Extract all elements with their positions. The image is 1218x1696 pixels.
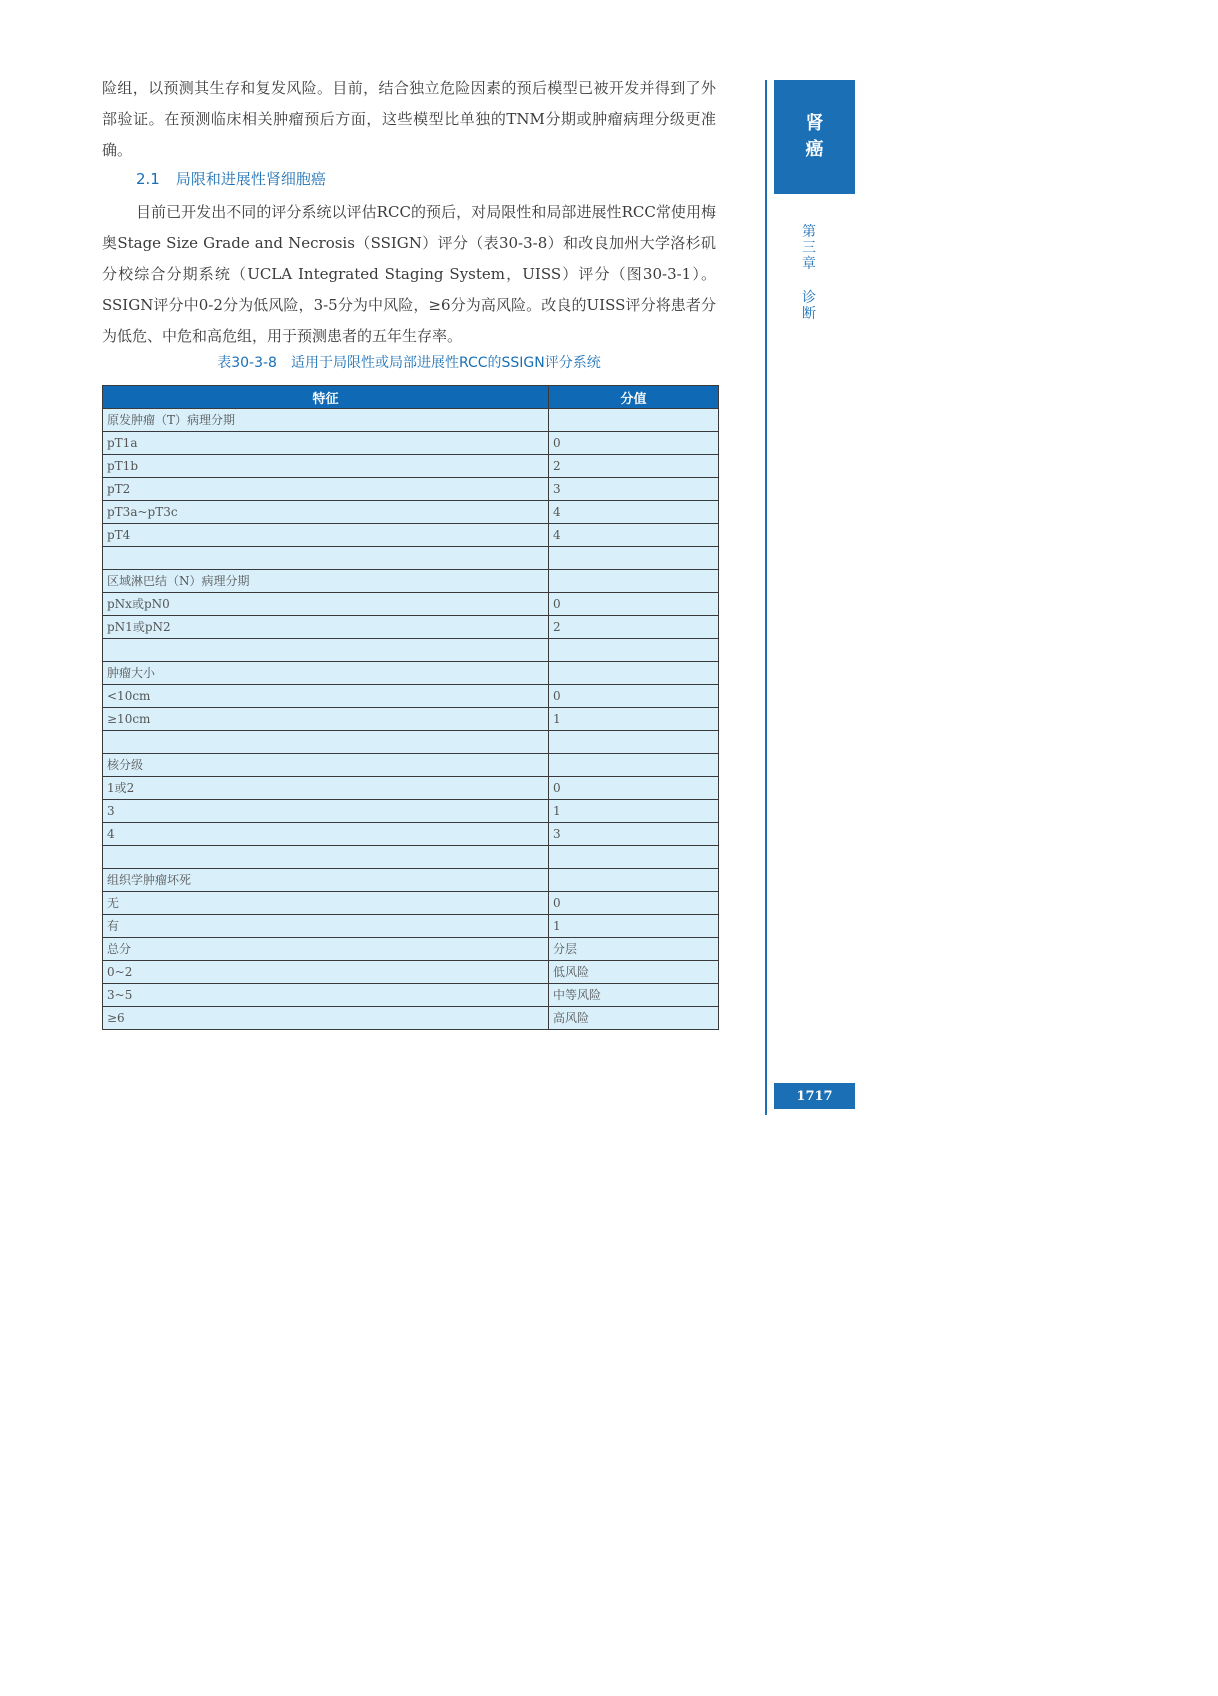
score-cell: 低风险 bbox=[549, 961, 719, 984]
score-cell: 3 bbox=[549, 823, 719, 846]
feature-cell: 无 bbox=[103, 892, 549, 915]
table-row bbox=[103, 800, 719, 823]
table-row bbox=[103, 501, 719, 524]
feature-cell: pT3a~pT3c bbox=[103, 501, 549, 524]
section-char: 诊 bbox=[802, 290, 816, 306]
header-feature: 特征 bbox=[103, 386, 549, 409]
feature-cell: pT2 bbox=[103, 478, 549, 501]
score-cell bbox=[549, 662, 719, 685]
score-cell bbox=[549, 846, 719, 869]
feature-cell bbox=[103, 731, 549, 754]
feature-cell: 1或2 bbox=[103, 777, 549, 800]
score-cell: 中等风险 bbox=[549, 984, 719, 1007]
table-row bbox=[103, 593, 719, 616]
feature-cell: 0~2 bbox=[103, 961, 549, 984]
table-row bbox=[103, 915, 719, 938]
table-caption: 表30-3-8 适用于局限性或局部进展性RCC的SSIGN评分系统 bbox=[217, 355, 601, 371]
table-row bbox=[103, 455, 719, 478]
feature-cell: 4 bbox=[103, 823, 549, 846]
score-cell: 0 bbox=[549, 593, 719, 616]
chapter-char: 第 bbox=[802, 224, 816, 240]
score-cell bbox=[549, 754, 719, 777]
feature-cell: pT4 bbox=[103, 524, 549, 547]
section-heading bbox=[136, 167, 342, 191]
score-cell: 0 bbox=[549, 685, 719, 708]
table-row bbox=[103, 478, 719, 501]
section-char: 断 bbox=[802, 306, 816, 322]
feature-cell bbox=[103, 639, 549, 662]
score-cell: 2 bbox=[549, 455, 719, 478]
feature-cell: ≥10cm bbox=[103, 708, 549, 731]
table-row bbox=[103, 432, 719, 455]
score-cell: 2 bbox=[549, 616, 719, 639]
score-cell: 1 bbox=[549, 915, 719, 938]
header-score: 分值 bbox=[549, 386, 719, 409]
chapter-tab bbox=[774, 80, 855, 194]
score-cell: 4 bbox=[549, 501, 719, 524]
score-cell: 1 bbox=[549, 800, 719, 823]
feature-cell: ≥6 bbox=[103, 1007, 549, 1030]
chapter-char: 三 bbox=[802, 240, 816, 256]
score-cell: 0 bbox=[549, 777, 719, 800]
feature-cell: <10cm bbox=[103, 685, 549, 708]
table-row bbox=[103, 685, 719, 708]
score-cell: 分层 bbox=[549, 938, 719, 961]
score-cell bbox=[549, 570, 719, 593]
ssign-score-table bbox=[102, 385, 719, 1030]
table-row bbox=[103, 570, 719, 593]
table-row bbox=[103, 639, 719, 662]
score-cell bbox=[549, 547, 719, 570]
feature-cell: 3 bbox=[103, 800, 549, 823]
table-row bbox=[103, 524, 719, 547]
score-cell: 4 bbox=[549, 524, 719, 547]
table-row bbox=[103, 1007, 719, 1030]
feature-cell: 肿瘤大小 bbox=[103, 662, 549, 685]
table-row bbox=[103, 662, 719, 685]
feature-cell bbox=[103, 846, 549, 869]
feature-cell: 总分 bbox=[103, 938, 549, 961]
tab-char: 癌 bbox=[805, 139, 824, 160]
table-row bbox=[103, 708, 719, 731]
table-body bbox=[103, 409, 719, 1030]
body-paragraph-2: 目前已开发出不同的评分系统以评估RCC的预后，对局限性和局部进展性RCC常使用梅奥Stage Size Grade and Necrosis（SSIGN）评分（表30-3-8）和改良加州大学洛杉矶分校综合分期系统（UCLA Integrated Staging System，UISS）评分（图30-3-1）。SSIGN评分中0-2分为低风险，3-5分为中风险，≥6分为高风险。改良的UISS评分将患者分为低危、中危和高危组，用于预测患者的五年生存率。 bbox=[102, 203, 716, 345]
feature-cell: pT1b bbox=[103, 455, 549, 478]
score-cell bbox=[549, 639, 719, 662]
feature-cell: pN1或pN2 bbox=[103, 616, 549, 639]
feature-cell: 区域淋巴结（N）病理分期 bbox=[103, 570, 549, 593]
score-cell bbox=[549, 869, 719, 892]
page-number: 1717 bbox=[774, 1083, 855, 1109]
section-heading-text: 局限和进展性肾细胞癌 bbox=[175, 170, 326, 188]
feature-cell: 3~5 bbox=[103, 984, 549, 1007]
feature-cell: 核分级 bbox=[103, 754, 549, 777]
score-cell: 3 bbox=[549, 478, 719, 501]
feature-cell: 有 bbox=[103, 915, 549, 938]
feature-cell bbox=[103, 547, 549, 570]
table-row bbox=[103, 777, 719, 800]
table-row bbox=[103, 823, 719, 846]
table-row bbox=[103, 938, 719, 961]
score-cell: 1 bbox=[549, 708, 719, 731]
score-cell: 0 bbox=[549, 892, 719, 915]
table-row bbox=[103, 547, 719, 570]
table-row bbox=[103, 846, 719, 869]
feature-cell: 组织学肿瘤坏死 bbox=[103, 869, 549, 892]
score-cell: 高风险 bbox=[549, 1007, 719, 1030]
table-row bbox=[103, 984, 719, 1007]
feature-cell: pT1a bbox=[103, 432, 549, 455]
chapter-label bbox=[800, 224, 818, 322]
table-row bbox=[103, 869, 719, 892]
table-row bbox=[103, 616, 719, 639]
table-row bbox=[103, 892, 719, 915]
body-paragraph-1: 险组，以预测其生存和复发风险。目前，结合独立危险因素的预后模型已被开发并得到了外部验证。在预测临床相关肿瘤预后方面，这些模型比单独的TNM分期或肿瘤病理分级更准确。 bbox=[102, 79, 716, 159]
table-row bbox=[103, 409, 719, 432]
feature-cell: pNx或pN0 bbox=[103, 593, 549, 616]
chapter-char: 章 bbox=[802, 256, 816, 272]
table-row bbox=[103, 754, 719, 777]
table-row bbox=[103, 731, 719, 754]
feature-cell: 原发肿瘤（T）病理分期 bbox=[103, 409, 549, 432]
score-cell: 0 bbox=[549, 432, 719, 455]
margin-divider-line bbox=[765, 80, 767, 1115]
tab-char: 肾 bbox=[805, 113, 824, 134]
table-row bbox=[103, 961, 719, 984]
score-cell bbox=[549, 731, 719, 754]
table-header-row bbox=[103, 386, 719, 409]
section-heading-number: 2.1 bbox=[136, 170, 160, 188]
score-cell bbox=[549, 409, 719, 432]
